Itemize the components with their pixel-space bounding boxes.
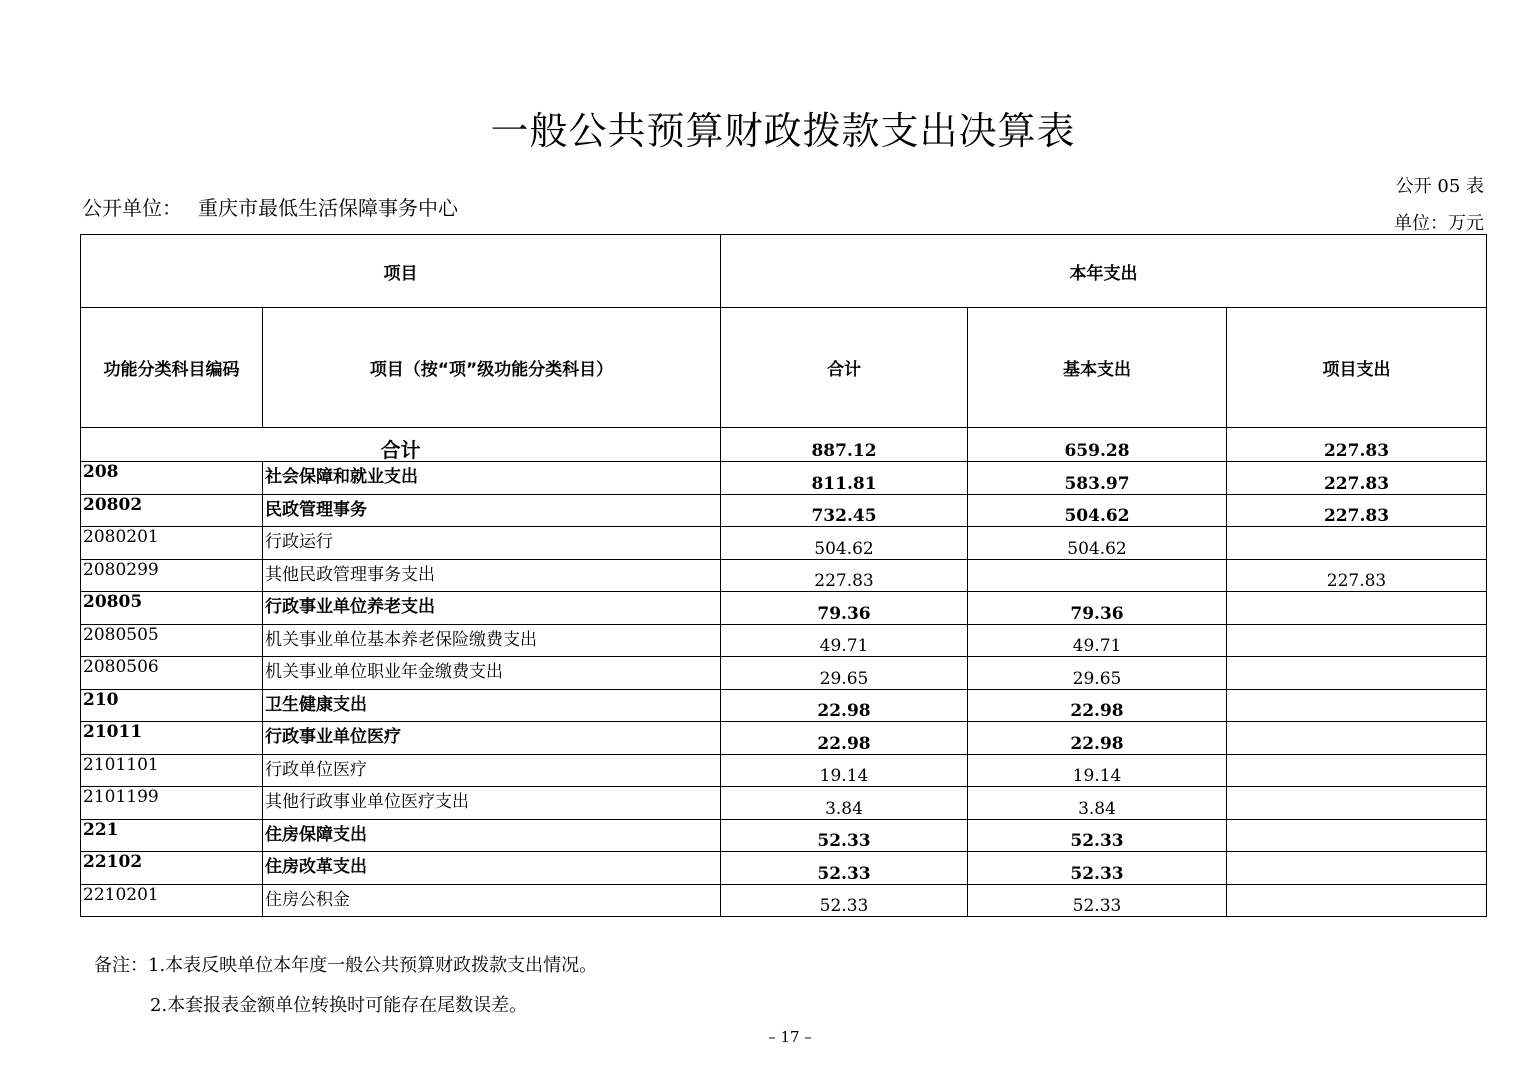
publisher [82,192,458,221]
total-row [81,428,1487,462]
row-total: 49.71 [721,624,968,657]
row-name: 其他民政管理事务支出 [263,559,721,592]
row-code: 2080299 [81,559,263,592]
row-basic: 52.33 [968,884,1227,917]
table-row [81,559,1487,592]
header-basic: 基本支出 [968,308,1227,428]
header-current-year-expense: 本年支出 [721,235,1487,308]
row-name: 行政事业单位养老支出 [263,592,721,625]
row-code: 208 [81,462,263,495]
row-name: 行政运行 [263,527,721,560]
row-code: 2080506 [81,657,263,690]
row-total: 22.98 [721,722,968,755]
row-project [1227,624,1487,657]
header-item-name: 项目（按“项”级功能分类科目） [263,308,721,428]
row-code: 2101101 [81,754,263,787]
row-total: 504.62 [721,527,968,560]
table-row [81,462,1487,495]
page-number: – 17 – [768,1028,812,1046]
row-total: 227.83 [721,559,968,592]
row-basic: 79.36 [968,592,1227,625]
note-line-1: 备注：1.本表反映单位本年度一般公共预算财政拨款支出情况。 [94,955,598,976]
header-row-1 [81,235,1487,308]
row-name: 住房改革支出 [263,852,721,885]
table-row [81,852,1487,885]
row-project [1227,657,1487,690]
row-total: 29.65 [721,657,968,690]
row-code: 20805 [81,592,263,625]
header-row-2 [81,308,1487,428]
row-name: 住房公积金 [263,884,721,917]
row-code: 2080505 [81,624,263,657]
row-basic: 52.33 [968,819,1227,852]
row-name: 社会保障和就业支出 [263,462,721,495]
unit-label: 单位：万元 [1394,213,1484,234]
row-basic: 22.98 [968,689,1227,722]
total-total: 887.12 [721,428,968,462]
row-project [1227,852,1487,885]
row-name: 卫生健康支出 [263,689,721,722]
note-line-2: 2.本套报表金额单位转换时可能存在尾数误差。 [150,995,528,1016]
total-label: 合计 [81,428,721,462]
total-basic: 659.28 [968,428,1227,462]
table-row [81,689,1487,722]
row-total: 22.98 [721,689,968,722]
row-project [1227,754,1487,787]
row-name: 行政单位医疗 [263,754,721,787]
row-project [1227,722,1487,755]
row-project [1227,884,1487,917]
row-basic: 3.84 [968,787,1227,820]
row-name: 民政管理事务 [263,494,721,527]
total-project: 227.83 [1227,428,1487,462]
row-total: 52.33 [721,852,968,885]
row-name: 机关事业单位职业年金缴费支出 [263,657,721,690]
row-total: 79.36 [721,592,968,625]
header-code: 功能分类科目编码 [81,308,263,428]
table-row [81,527,1487,560]
header-total: 合计 [721,308,968,428]
notes [94,946,597,1026]
row-basic: 22.98 [968,722,1227,755]
table-row [81,754,1487,787]
row-basic: 504.62 [968,527,1227,560]
row-total: 3.84 [721,787,968,820]
row-name: 其他行政事业单位医疗支出 [263,787,721,820]
row-project [1227,689,1487,722]
row-code: 22102 [81,852,263,885]
row-basic: 52.33 [968,852,1227,885]
publisher-name: 重庆市最低生活保障事务中心 [198,196,458,220]
row-project [1227,819,1487,852]
row-basic: 504.62 [968,494,1227,527]
table-row [81,657,1487,690]
row-basic: 583.97 [968,462,1227,495]
row-code: 20802 [81,494,263,527]
header-project-expense: 项目支出 [1227,308,1487,428]
row-basic [968,559,1227,592]
row-code: 2101199 [81,787,263,820]
row-name: 住房保障支出 [263,819,721,852]
form-code: 公开 05 表 [1395,176,1484,197]
row-code: 2080201 [81,527,263,560]
row-name: 行政事业单位医疗 [263,722,721,755]
row-name: 机关事业单位基本养老保险缴费支出 [263,624,721,657]
row-code: 221 [81,819,263,852]
row-basic: 49.71 [968,624,1227,657]
row-project [1227,592,1487,625]
budget-table [80,234,1487,917]
row-total: 19.14 [721,754,968,787]
row-project [1227,787,1487,820]
row-code: 2210201 [81,884,263,917]
page-title: 一般公共预算财政拨款支出决算表 [490,109,1076,153]
row-project: 227.83 [1227,462,1487,495]
publisher-label: 公开单位： [82,196,182,220]
row-basic: 29.65 [968,657,1227,690]
row-code: 21011 [81,722,263,755]
row-project [1227,527,1487,560]
header-project: 项目 [81,235,721,308]
row-total: 732.45 [721,494,968,527]
row-total: 811.81 [721,462,968,495]
table-row [81,884,1487,917]
row-basic: 19.14 [968,754,1227,787]
row-code: 210 [81,689,263,722]
table-row [81,624,1487,657]
table-row [81,787,1487,820]
table-row [81,494,1487,527]
row-total: 52.33 [721,819,968,852]
row-total: 52.33 [721,884,968,917]
row-project: 227.83 [1227,559,1487,592]
table-row [81,819,1487,852]
table-row [81,722,1487,755]
row-project: 227.83 [1227,494,1487,527]
table-row [81,592,1487,625]
